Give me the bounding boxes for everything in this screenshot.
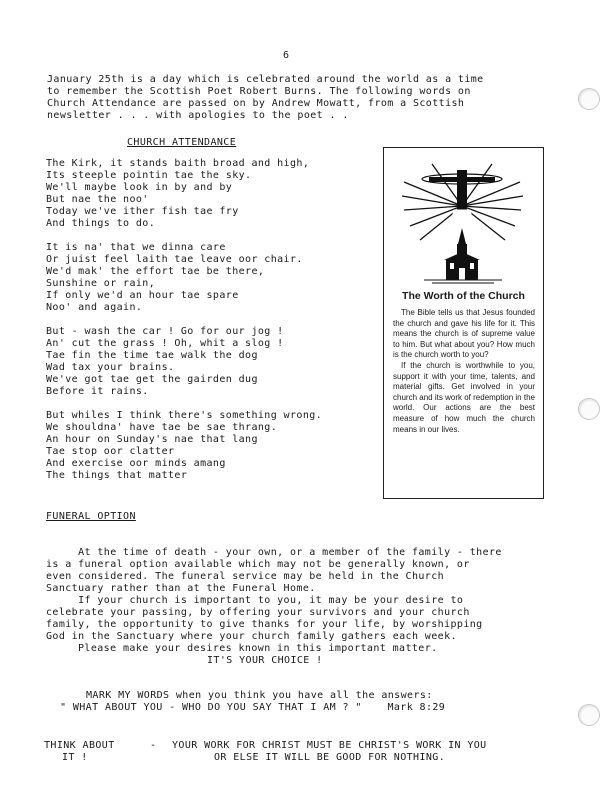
binder-hole-middle (578, 398, 600, 420)
funeral-line: is a funeral option available which may not be generally known, or (46, 559, 470, 570)
worth-of-church-box (383, 147, 544, 499)
binder-hole-bottom (578, 704, 600, 726)
poem-line: Tae fin the time tae walk the dog (46, 350, 258, 361)
poem-line: Tae stop oor clatter (46, 446, 175, 457)
funeral-paragraph (46, 547, 502, 643)
intro-line: January 25th is a day which is celebrated around the world as a time (47, 74, 484, 85)
poem-line: We'd mak' the effort tae be there, (46, 266, 265, 277)
intro-paragraph (47, 74, 484, 122)
poem-title: CHURCH ATTENDANCE (127, 137, 237, 148)
funeral-line: celebrate your passing, by offering your survivors and your church (46, 607, 470, 618)
poem-line: It is na' that we dinna care (46, 242, 226, 253)
poem-line: Wad tax your brains. (46, 362, 175, 373)
poem-line: We've got tae get the gairden dug (46, 374, 258, 385)
think-about-label (44, 740, 115, 764)
think-about-dash: - (150, 740, 157, 751)
funeral-heading: FUNERAL OPTION (46, 511, 136, 522)
church-illustration (384, 148, 541, 288)
intro-line: newsletter . . . with apologies to the poet . . (47, 110, 349, 121)
binder-hole-top (578, 88, 600, 110)
mark-line: MARK MY WORDS when you think you have all the answers: (86, 690, 433, 701)
poem-line: But whiles I think there's something wrong. (46, 410, 323, 421)
sidebar-title: The Worth of the Church (402, 290, 525, 302)
think-label-line: THINK ABOUT (44, 740, 115, 751)
mark-my-words (60, 690, 445, 714)
poem-line: Today we've ither fish tae fry (46, 206, 239, 217)
funeral-line: Sanctuary rather than at the Funeral Home. (46, 583, 316, 594)
sidebar-paragraph: The Bible tells us that Jesus founded the church and gave his life for it. This means the church is of supreme value to him. But what about you? How much is the church worth to you? (393, 308, 535, 360)
poem-line: But - wash the car ! Go for our jog ! (46, 326, 284, 337)
poem-line: An hour on Sunday's nae that lang (46, 434, 258, 445)
funeral-line: family, the opportunity to give thanks for your life, by worshipping (46, 619, 483, 630)
poem-line: Noo' and again. (46, 302, 143, 313)
poem-line: And exercise oor minds amang (46, 458, 226, 469)
think-text-line: YOUR WORK FOR CHRIST MUST BE CHRIST'S WORK IN YOU (172, 740, 487, 751)
mark-line: " WHAT ABOUT YOU - WHO DO YOU SAY THAT I AM ? " Mark 8:29 (60, 702, 446, 713)
funeral-line: If your church is important to you, it may be your desire to (46, 595, 464, 606)
funeral-closing: Please make your desires known in this important matter. (78, 643, 438, 654)
poem-stanza (46, 242, 322, 314)
poem-line: Its steeple pointin tae the sky. (46, 170, 252, 181)
poem-line: The Kirk, it stands baith broad and high, (46, 158, 310, 169)
poem-line: Before it rains. (46, 386, 149, 397)
poem-line: But nae the noo' (46, 194, 149, 205)
poem-line: And things to do. (46, 218, 156, 229)
cross-icon (422, 170, 502, 210)
think-text-line: OR ELSE IT WILL BE GOOD FOR NOTHING. (214, 752, 446, 763)
poem-stanza (46, 410, 322, 482)
funeral-choice: IT'S YOUR CHOICE ! (207, 655, 323, 666)
poem-stanza (46, 158, 322, 230)
funeral-line: even considered. The funeral service may be held in the Church (46, 571, 445, 582)
think-about-text (172, 740, 487, 764)
intro-line: Church Attendance are passed on by Andrew Mowatt, from a Scottish (47, 98, 465, 109)
think-label-line: IT ! (62, 752, 88, 763)
sidebar-body (393, 308, 535, 435)
poem-line: We'll maybe look in by and by (46, 182, 233, 193)
poem-line: We shouldna' have tae be sae thrang. (46, 422, 278, 433)
poem-line: If only we'd an hour tae spare (46, 290, 239, 301)
poem-line: Or juist feel laith tae leave oor chair. (46, 254, 303, 265)
funeral-line: God in the Sanctuary where your church family gathers each week. (46, 631, 457, 642)
poem-line: Sunshine or rain, (46, 278, 156, 289)
poem-line: The things that matter (46, 470, 188, 481)
intro-line: to remember the Scottish Poet Robert Burns. The following words on (47, 86, 471, 97)
poem-stanza (46, 326, 322, 398)
ground-lines (424, 280, 502, 283)
funeral-line: At the time of death - your own, or a member of the family - there (46, 547, 502, 558)
page-number: 6 (283, 50, 290, 61)
poem (46, 158, 322, 482)
sidebar-paragraph: If the church is worthwhile to you, support it with your time, talents, and material gifts. Get involved in your church and its work of redemption in the world. Our actions are the best measure of how much the church means in our lives. (393, 360, 535, 434)
poem-line: An' cut the grass ! Oh, whit a slog ! (46, 338, 284, 349)
